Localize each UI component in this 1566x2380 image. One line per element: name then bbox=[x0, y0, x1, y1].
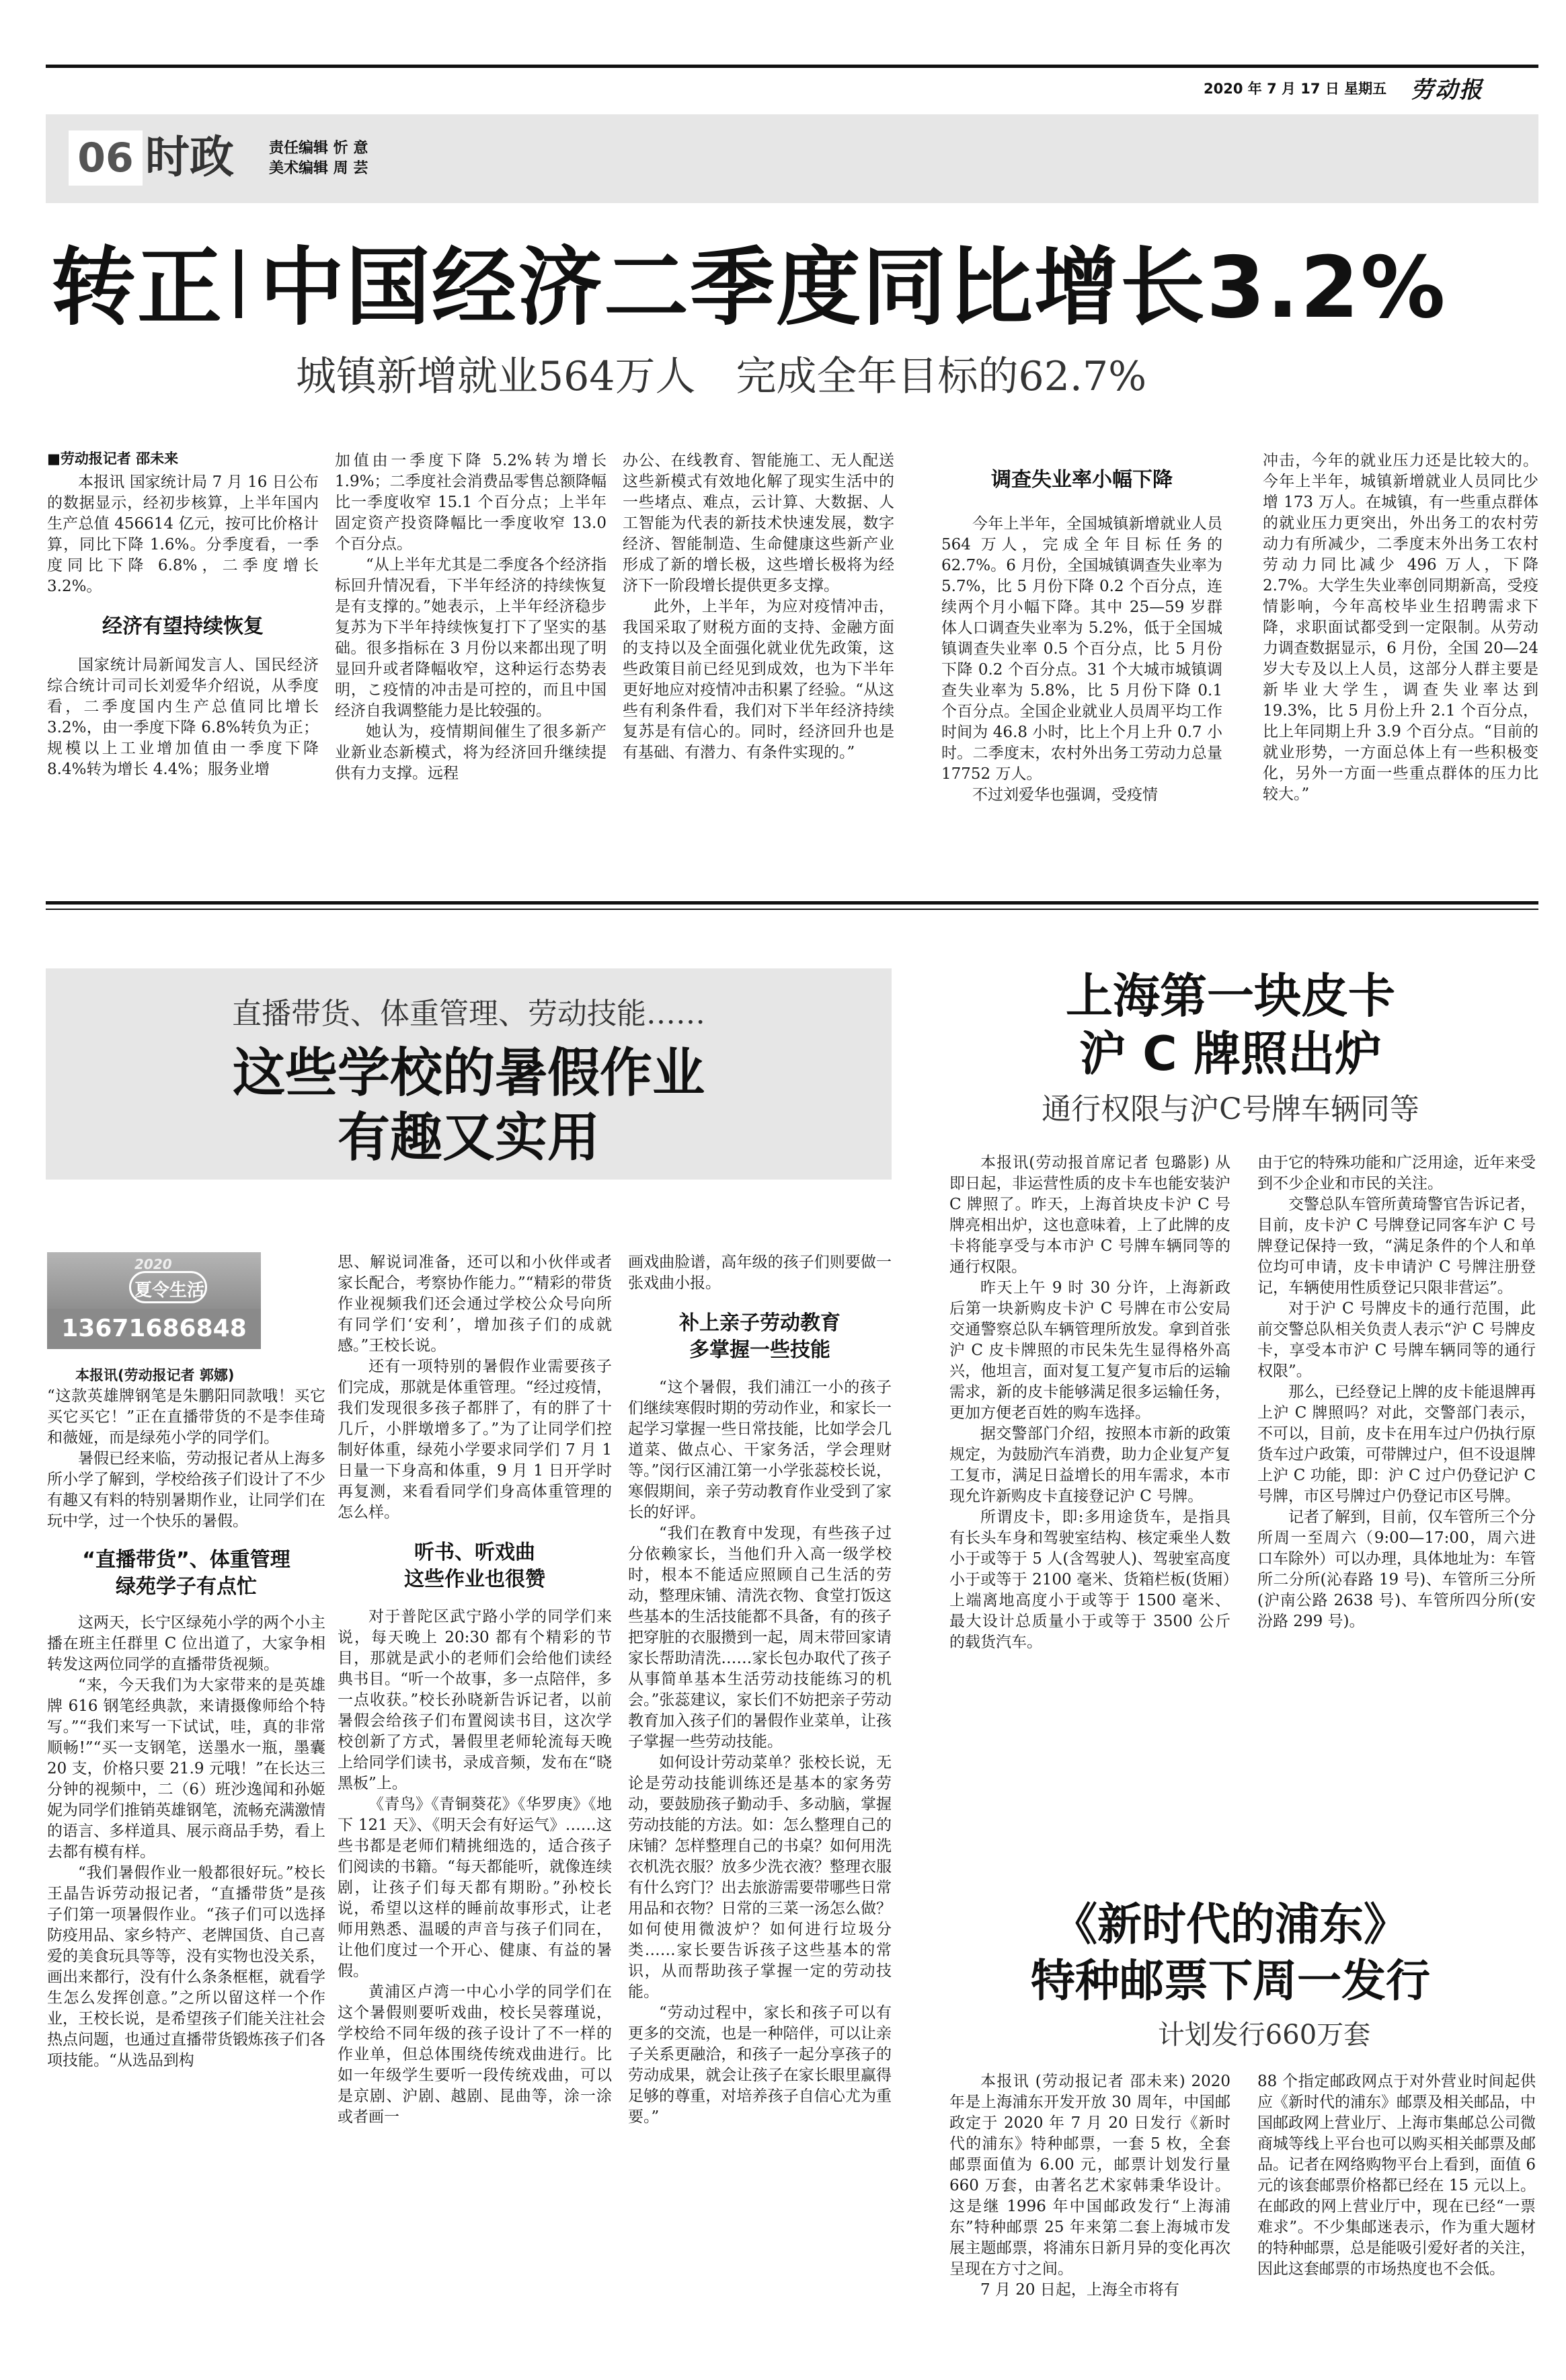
summer-paragraph: “我们暑假作业一般都很好玩。”校长王晶告诉劳动报记者，“直播带货”是孩子们第一项暑假作业。“孩子们可以选择防疫用品、家乡特产、老牌国货、自己喜爱的美食玩具等等，没有实物也没关系，画出来都行，没有什么条条框框，就看学生怎么发挥创意。”之所以留这样一个作业，王校长说，是希望孩子们能关注社会热点问题，也通过直播带货锻炼孩子们各项技能。“从选品到构 bbox=[47, 1864, 325, 2069]
summer-subhead-labor-2: 多掌握一些技能 bbox=[689, 1338, 830, 1362]
stamp-title-line1: 《新时代的浦东》 bbox=[1053, 1898, 1408, 1950]
lead-paragraph: 冲击，今年的就业压力还是比较大的。今年上半年，城镇新增就业人员同比少增 173 万人。在城镇，有一些重点群体的就业压力更突出，外出务工的农村劳动力有所减少，二季度末外出务工农村劳动力同比减少 496 万人，下降 2.7%。大学生失业率创同期新高，受疫情影响，今年高校毕业生招聘需求下降，求职面试都受到一定限制。从劳动力调查数据显示，6 月份，全国 20—24 岁大专及以上人员，这部分人群主要是新毕业大学生，调查失业率达到 19.3%，比 5 月份上升 2.1 个百分点，比上年同期上升 3.9 个百分点。“目前的就业形势，一方面总体上有一些积极变化，另外一方面一些重点群体的压力比较大。” bbox=[1263, 452, 1538, 803]
summer-title-line1: 这些学校的暑假作业 bbox=[232, 1043, 705, 1104]
summer-headline-box bbox=[46, 968, 892, 1180]
lead-headline-prefix: 转正 bbox=[51, 238, 223, 337]
lead-column-5 bbox=[1263, 451, 1538, 805]
lead-headline bbox=[51, 234, 1446, 342]
summer-subhead-livestream-1: “直播带货”、体重管理 bbox=[82, 1548, 290, 1572]
summer-paragraph: 如何设计劳动菜单？张校长说，无论是劳动技能训练还是基本的家务劳动，要鼓励孩子勤动手、多动脑，掌握劳动技能的方法。如：怎么整理自己的床铺？怎样整理自己的书桌？如何用洗衣机洗衣服？放多少洗衣液？整理衣服有什么窍门？出去旅游需要带哪些日常用品和衣物？日常的三菜一汤怎么做？如何使用微波炉？如何进行垃圾分类……家长要告诉孩子这些基本的常识，从而帮助孩子掌握一定的劳动技能。 bbox=[628, 1754, 892, 2001]
lead-column-1 bbox=[47, 472, 319, 780]
section-header-bar bbox=[46, 114, 1538, 203]
pickup-column-1 bbox=[949, 1153, 1230, 1653]
stamp-column-2 bbox=[1257, 2071, 1536, 2280]
lead-paragraph: 她认为，疫情期间催生了很多新产业新业态新模式，将为经济回升继续提供有力支撑。远程 bbox=[335, 723, 606, 782]
summer-title-line2: 有趣又实用 bbox=[337, 1108, 600, 1168]
stamp-paragraph: 88 个指定邮政网点于对外营业时间起供应《新时代的浦东》邮票及相关邮品，中国邮政网上营业厅、上海市集邮总公司微商城等线上平台也可以购买相关邮票及邮品。记者在网络购物平台上看到，面值 6 元的该套邮票价格都已经在 15 元以上。在邮政的网上营业厅中，现在已经“一票难求”。不少集邮迷表示，作为重大题材的特种邮票，总是能吸引爱好者的关注，因此这套邮票的市场热度也不会低。 bbox=[1257, 2073, 1536, 2278]
summer-subhead-listening-2: 这些作业也很赞 bbox=[404, 1568, 545, 1591]
summer-paragraph: “这款英雄牌钢笔是朱鹏阳同款哦！买它买它买它！”正在直播带货的不是李佳琦和薇娅，而是绿苑小学的同学们。 bbox=[47, 1387, 325, 1447]
top-rule bbox=[46, 65, 1538, 68]
summer-paragraph: “我们在教育中发现，有些孩子过分依赖家长，当他们升入高一级学校时，根本不能适应照顾自己生活的劳动，整理床铺、清洗衣物、食堂打饭这些基本的生活技能都不具备，有的孩子把穿脏的衣服攒到一起，周末带回家请家长帮助清洗……家长包办取代了孩子从事简单基本生活劳动技能练习的机会。”张蕊建议，家长们不妨把亲子劳动教育加入孩子们的暑假作业菜单，让孩子掌握一些劳动技能。 bbox=[628, 1525, 892, 1751]
summer-subhead-labor-1: 补上亲子劳动教育 bbox=[679, 1311, 840, 1335]
lead-headline-main: 中国经济二季度同比增长3.2% bbox=[260, 238, 1447, 337]
summer-column-1 bbox=[47, 1365, 325, 2071]
section-divider bbox=[46, 901, 1538, 905]
lead-paragraph: 今年上半年，全国城镇新增就业人员 564 万人，完成全年目标任务的 62.7%。6 月份，全国城镇调查失业率为 5.7%，比 5 月份下降 0.2 个百分点，连续两个月小幅下降。其中 25—59 岁群体人口调查失业率为 5.2%，低于全国城镇调查失业率 0.5 个百分点，比 5 月份下降 0.2 个百分点。31 个大城市城镇调查失业率为 5.8%，比 5 月份下降 0.1 个百分点。全国企业就业人员周平均工作时间为 46.8 小时，比上个月上升 0.7 小时。二季度末，农村外出务工劳动力总量 17752 万人。 bbox=[941, 515, 1222, 783]
lead-byline: ■劳动报记者 邵未来 bbox=[47, 451, 179, 467]
summer-paragraph: 画戏曲脸谱，高年级的孩子们则要做一张戏曲小报。 bbox=[628, 1254, 892, 1292]
pickup-title-line2: 沪 C 牌照出炉 bbox=[1079, 1026, 1382, 1081]
lead-paragraph: “从上半年尤其是二季度各个经济指标回升情况看，下半年经济的持续恢复是有支撑的。”她表示，上半年经济稳步复苏为下半年持续恢复打下了坚实的基础。很多指标在 3 月份以来都出现了明显回升或者降幅收窄，这种运行态势表明，こ疫情的冲击是可控的，而且中国经济自我调整能力是比较强的。 bbox=[335, 556, 606, 720]
pickup-column-2 bbox=[1257, 1153, 1536, 1632]
summer-paragraph: “劳动过程中，家长和孩子可以有更多的交流，也是一种陪伴，可以让亲子关系更融洽，和孩子一起分享孩子的劳动成果，就会让孩子在家长眼里赢得足够的尊重，对培养孩子自信心尤为重要。” bbox=[628, 2004, 892, 2126]
summer-paragraph: 暑假已经来临，劳动报记者从上海多所小学了解到，学校给孩子们设计了不少有趣又有料的特别暑期作业，让同学们在玩中学，过一个快乐的暑假。 bbox=[47, 1450, 325, 1530]
lead-subhead-economy: 经济有望持续恢复 bbox=[102, 615, 264, 638]
section-name: 时政 bbox=[145, 130, 234, 183]
stamp-column-1 bbox=[949, 2071, 1230, 2301]
section-divider-thin bbox=[46, 909, 1538, 910]
lead-paragraph: 不过刘爱华也强调，受疫情 bbox=[972, 786, 1158, 804]
stamp-subtitle: 计划发行660万套 bbox=[1157, 2020, 1371, 2050]
summer-column-2 bbox=[338, 1252, 612, 2128]
summer-column-3 bbox=[628, 1252, 892, 2128]
pickup-subtitle: 通行权限与沪C号牌车辆同等 bbox=[1042, 1092, 1419, 1126]
exclamation-mark-icon bbox=[235, 249, 242, 323]
issue-date: 2020 年 7 月 17 日 星期五 bbox=[1204, 81, 1387, 97]
page-number: 06 bbox=[69, 130, 143, 186]
editor-credit: 责任编辑 忻 意 bbox=[269, 140, 368, 157]
lead-paragraph: 国家统计局新闻发言人、国民经济综合统计司司长刘爱华介绍说，从季度看，二季度国内生产总值同比增长 3.2%，由一季度下降 6.8%转负为正；规模以上工业增加值由一季度下降 8.4%转为增长 4.4%；服务业增 bbox=[47, 656, 319, 778]
badge-title: 夏令生活 bbox=[134, 1280, 205, 1301]
summer-paragraph: 黄浦区卢湾一中心小学的同学们在这个暑假则要听戏曲，校长吴蓉瑾说，学校给不同年级的孩子设计了不一样的作业单，但总体围绕传统戏曲进行。比如一年级学生要听一段传统戏曲，可以是京剧、沪剧、越剧、昆曲等，涂一涂或者画一 bbox=[338, 1983, 612, 2126]
pickup-title-line1: 上海第一块皮卡 bbox=[1066, 968, 1395, 1024]
stamp-paragraph: 7 月 20 日起，上海全市将有 bbox=[980, 2281, 1179, 2299]
summer-paragraph: 这两天，长宁区绿苑小学的两个小主播在班主任群里 C 位出道了，大家争相转发这两位同学的直播带货视频。 bbox=[47, 1614, 325, 1673]
hotline-number: 13671686848 bbox=[61, 1315, 247, 1342]
lead-paragraph: 本报讯 国家统计局 7 月 16 日公布的数据显示，经初步核算，上半年国内生产总值 456614 亿元，按可比价格计算，同比下降 1.6%。分季度看，一季度同比下降 6.8%，二季度增长 3.2%。 bbox=[47, 473, 319, 595]
summer-byline: 本报讯(劳动报记者 郭娜) bbox=[75, 1367, 235, 1383]
lead-column-3 bbox=[623, 451, 894, 763]
summer-paragraph: 还有一项特别的暑假作业需要孩子们完成，那就是体重管理。“经过疫情，我们发现很多孩子都胖了，有的胖了十几斤，小胖墩增多了。”为了让同学们控制好体重，绿苑小学要求同学们 7 月 1 日量一下身高和体重，9 月 1 日开学时再复测，来看看同学们身高体重管理的怎么样。 bbox=[338, 1358, 612, 1521]
summer-paragraph: 《青鸟》《青铜葵花》《华罗庚》《地下 121 天》、《明天会有好运气》……这些书都是老师们精挑细选的，适合孩子们阅读的书籍。“每天都能听，就像连续剧，让孩子们每天都有期盼。”孙校长说，希望以这样的睡前故事形式，让老师用熟悉、温暖的声音与孩子们同在，让他们度过一个开心、健康、有益的暑假。 bbox=[338, 1796, 612, 1980]
lead-paragraph: 此外，上半年，为应对疫情冲击，我国采取了财税方面的支持、金融方面的支持以及全面强化就业优先政策，这些政策目前已经见到成效，也为下半年更好地应对疫情冲击积累了经验。“从这些有利条件看，我们对下半年经济持续复苏是有信心的。同时，经济回升也是有基础、有潜力、有条件实现的。” bbox=[623, 598, 894, 761]
summer-life-badge bbox=[47, 1252, 261, 1349]
pickup-paragraph: 记者了解到，目前，仅车管所三个分所周一至周六（9:00—17:00，周六进口车除外）可以办理，具体地址为：车管所二分所(沁春路 19 号)、车管所三分所(沪南公路 2638 号)、车管所四分所(安汾路 299 号)。 bbox=[1257, 1508, 1536, 1630]
summer-paragraph: “这个暑假，我们浦江一小的孩子们继续寒假时期的劳动作业，和家长一起学习掌握一些日常技能，比如学会几道菜、做点心、干家务活，学会理财等。”闵行区浦江第一小学张蕊校长说，寒假期间，亲子劳动教育作业受到了家长的好评。 bbox=[628, 1379, 892, 1521]
lead-paragraph: 办公、在线教育、智能施工、无人配送这些新模式有效地化解了现实生活中的一些堵点、难点，云计算、大数据、人工智能为代表的新技术快速发展，数字经济、智能制造、生命健康这些新产业形成了新的增长极，这些增长极将为经济下一阶段增长提供更多支撑。 bbox=[623, 452, 894, 594]
pickup-paragraph: 据交警部门介绍，按照本市新的政策规定，为鼓励汽车消费，助力企业复产复工复市，满足日益增长的用车需求，本市现允许新购皮卡直接登记沪 C 号牌。 bbox=[949, 1425, 1230, 1505]
pickup-paragraph: 昨天上午 9 时 30 分许，上海新政后第一块新购皮卡沪 C 号牌在市公安局交通警察总队车辆管理所放发。拿到首张沪 C 皮卡牌照的市民朱先生显得格外高兴，他坦言，面对复工复产复市后的运输需求，新的皮卡能够满足很多运输任务，更加方便老百姓的购车选择。 bbox=[949, 1279, 1230, 1422]
lead-subhead-unemployment: 调查失业率小幅下降 bbox=[991, 468, 1173, 492]
paper-logo: 劳动报 bbox=[1411, 77, 1483, 104]
lead-subtitle: 城镇新增就业564万人 完成全年目标的62.7% bbox=[296, 353, 1147, 400]
summer-subhead-livestream-2: 绿苑学子有点忙 bbox=[116, 1575, 257, 1599]
summer-kicker: 直播带货、体重管理、劳动技能…… bbox=[232, 997, 705, 1031]
pickup-paragraph: 由于它的特殊功能和广泛用途，近年来受到不少企业和市民的关注。 bbox=[1257, 1154, 1536, 1192]
summer-paragraph: 对于普陀区武宁路小学的同学们来说，每天晚上 20:30 都有个精彩的节目，那就是武小的老师们会给他们读经典书目。“听一个故事，多一点陪伴，多一点收获。”校长孙晓新告诉记者，以前暑假会给孩子们布置阅读书目，这次学校创新了方式，暑假里老师轮流每天晚上给同学们读书，录成音频，发布在“晓黑板”上。 bbox=[338, 1608, 612, 1792]
summer-subhead-listening-1: 听书、听戏曲 bbox=[414, 1541, 535, 1564]
lead-column-4 bbox=[941, 467, 1222, 806]
pickup-paragraph: 所谓皮卡，即:多用途货车，是指具有长头车身和驾驶室结构、核定乘坐人数小于或等于 5 人(含驾驶人)、驾驶室高度小于或等于 2100 毫米、货箱栏板(货厢）上端离地高度小于或等于 1500 毫米、最大设计总质量小于或等于 3500 公斤的载货汽车。 bbox=[949, 1508, 1230, 1651]
summer-paragraph: “来，今天我们为大家带来的是英雄牌 616 钢笔经典款，来请摄像师给个特写。”“我们来写一下试试，哇，真的非常顺畅!”“买一支钢笔，送墨水一瓶，墨囊 20 支，价格只要 21.9 元哦！”在长达三分钟的视频中，二（6）班沙逸闻和孙姬妮为同学们推销英雄钢笔，流畅充满激情的语言、多样道具、展示商品手势，看上去都有模有样。 bbox=[47, 1677, 325, 1861]
lead-paragraph: 加值由一季度下降 5.2%转为增长 1.9%；二季度社会消费品零售总额降幅比一季度收窄 15.1 个百分点；上半年固定资产投资降幅比一季度收窄 13.0 个百分点。 bbox=[335, 452, 606, 553]
pickup-paragraph: 交警总队车管所黄琦警官告诉记者，目前，皮卡沪 C 号牌登记同客车沪 C 号牌登记保持一致，“满足条件的个人和单位均可申请，皮卡申请沪 C 号牌注册登记，车辆使用性质登记只限非营运”。 bbox=[1257, 1196, 1536, 1297]
stamp-paragraph: 本报讯 (劳动报记者 邵未来) 2020 年是上海浦东开发开放 30 周年，中国邮政定于 2020 年 7 月 20 日发行《新时代的浦东》特种邮票，一套 5 枚，全套邮票面值为 6.00 元，邮票计划发行量 660 万套，由著名艺术家韩秉华设计。这是继 1996 年中国邮政发行“上海浦东”特种邮票 25 年来第二套上海城市发展主题邮票，将浦东日新月异的变化再次呈现在方寸之间。 bbox=[949, 2073, 1230, 2278]
pickup-paragraph: 那么，已经登记上牌的皮卡能退牌再上沪 C 牌照吗？对此，交警部门表示，不可以，目前，皮卡在用车过户仍执行原货车过户政策，可带牌过户，但不设退牌上沪 C 功能，即：沪 C 过户仍登记沪 C 号牌，市区号牌过户仍登记市区号牌。 bbox=[1257, 1383, 1536, 1505]
pickup-paragraph: 本报讯(劳动报首席记者 包璐影) 从即日起，非运营性质的皮卡车也能安装沪 C 牌照了。昨天，上海首块皮卡沪 C 号牌亮相出炉，这也意味着，上了此牌的皮卡将能享受与本市沪 C 号牌车辆同等的通行权限。 bbox=[949, 1154, 1230, 1276]
lead-column-2 bbox=[335, 451, 606, 784]
badge-year: 2020 bbox=[134, 1256, 172, 1272]
summer-paragraph: 思、解说词准备，还可以和小伙伴或者家长配合，考察协作能力。”“精彩的带货作业视频我们还会通过学校公众号向所有同学们‘安利’，增加孩子们的成就感。”王校长说。 bbox=[338, 1254, 612, 1354]
art-editor-credit: 美术编辑 周 芸 bbox=[269, 160, 368, 177]
pickup-paragraph: 对于沪 C 号牌皮卡的通行范围，此前交警总队相关负责人表示“沪 C 号牌皮卡，享受本市沪 C 号牌车辆同等的通行权限”。 bbox=[1257, 1300, 1536, 1380]
stamp-title-line2: 特种邮票下周一发行 bbox=[1031, 1955, 1430, 2007]
